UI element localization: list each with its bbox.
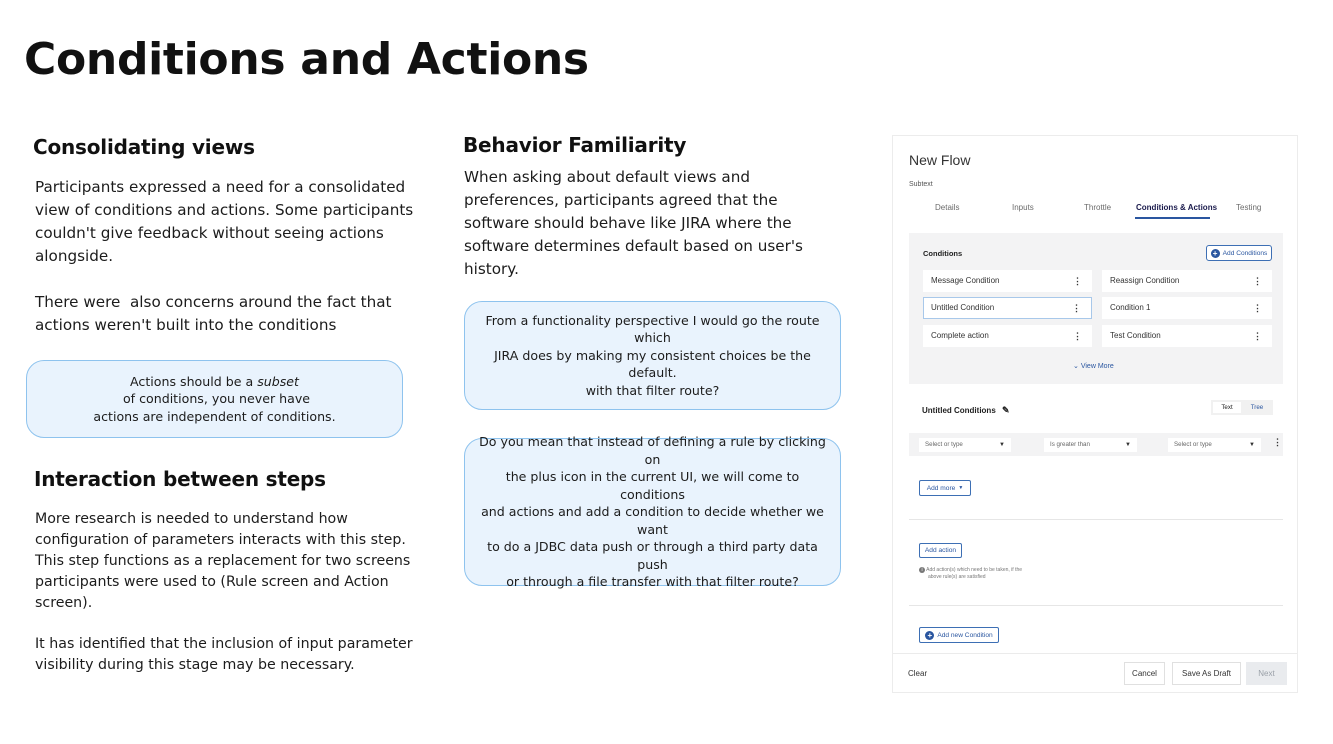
condition-item[interactable] xyxy=(1102,270,1272,292)
more-vertical-icon[interactable]: ⋮ xyxy=(1273,437,1282,447)
condition-label: Message Condition xyxy=(931,276,1000,285)
consolidating-paragraph-2: There were also concerns around the fact that actions weren't built into the conditions xyxy=(35,293,392,334)
consolidating-paragraph-1: Participants expressed a need for a consolidated view of conditions and actions. Some participants couldn't give feedback without seeing actions alongside. xyxy=(35,178,414,265)
tab-conditions-actions[interactable]: Conditions & Actions xyxy=(1136,203,1218,212)
condition-label: Reassign Condition xyxy=(1110,276,1180,285)
add-conditions-label: Add Conditions xyxy=(1222,249,1268,257)
more-vertical-icon[interactable]: ⋮ xyxy=(1073,276,1082,286)
quote-filter-route: Do you mean that instead of defining a rule by clicking on the plus icon in the current UI, we will come to conditions and actions and add a condition to decide whether we want to do a JDBC data push or through a third party data push or through a file transfer with that filter route? xyxy=(464,438,841,586)
condition-item[interactable] xyxy=(1102,325,1272,347)
divider xyxy=(909,519,1283,520)
add-action-button[interactable] xyxy=(919,543,962,558)
add-more-label: Add more xyxy=(926,484,956,492)
condition-item[interactable] xyxy=(923,325,1092,347)
interaction-paragraph-1: More research is needed to understand how configuration of parameters interacts with this step. This step functions as a replacement for two screens participants were used to (Rule screen and Action screen). xyxy=(35,511,411,611)
chevron-down-icon: ⌄ xyxy=(1073,363,1079,370)
quote-subset: Actions should be a subset of conditions, you never have actions are independent of conditions. xyxy=(26,360,403,438)
view-more-label: View More xyxy=(1080,363,1114,370)
operand-select-left[interactable] xyxy=(919,438,1011,452)
quote-jira: From a functionality perspective I would go the route which JIRA does by making my consistent choices be the default. with that filter route? xyxy=(464,301,841,410)
interaction-paragraph-2: It has identified that the inclusion of input parameter visibility during this stage may be necessary. xyxy=(35,636,413,673)
footer-divider xyxy=(893,653,1297,654)
clear-button[interactable]: Clear xyxy=(908,669,928,678)
condition-item[interactable] xyxy=(923,270,1092,292)
add-more-button[interactable] xyxy=(919,480,971,496)
select-value: Is greater than xyxy=(1050,441,1090,448)
toggle-tree[interactable]: Tree xyxy=(1250,404,1264,411)
text-tree-toggle[interactable] xyxy=(1211,400,1273,415)
caret-down-icon: ▼ xyxy=(999,442,1005,448)
condition-label: Untitled Condition xyxy=(931,303,995,312)
flow-title: New Flow xyxy=(909,152,971,168)
condition-item-selected[interactable] xyxy=(923,297,1092,319)
interaction-heading: Interaction between steps xyxy=(34,467,326,491)
select-placeholder: Select or type xyxy=(1174,441,1212,448)
tab-details[interactable]: Details xyxy=(935,203,960,212)
rule-row xyxy=(909,433,1283,456)
action-hint-line: above rule(s) are satisfied xyxy=(928,574,986,580)
behavior-heading: Behavior Familiarity xyxy=(463,133,687,157)
conditions-panel xyxy=(909,233,1283,384)
add-action-label: Add action xyxy=(924,547,957,554)
tab-throttle[interactable]: Throttle xyxy=(1084,203,1112,212)
plus-circle-icon: + xyxy=(1211,249,1220,258)
tab-testing[interactable]: Testing xyxy=(1236,203,1262,212)
untitled-conditions-label: Untitled Conditions xyxy=(922,406,996,415)
more-vertical-icon[interactable]: ⋮ xyxy=(1253,276,1262,286)
add-new-condition-button[interactable] xyxy=(919,627,999,643)
consolidating-views-heading: Consolidating views xyxy=(33,135,255,159)
add-conditions-button[interactable] xyxy=(1206,245,1272,261)
operator-select[interactable] xyxy=(1044,438,1137,452)
condition-label: Condition 1 xyxy=(1110,303,1151,312)
add-new-condition-label: Add new Condition xyxy=(937,631,993,639)
caret-down-icon: ▼ xyxy=(1249,442,1255,448)
info-icon: i xyxy=(919,567,925,573)
operand-select-right[interactable] xyxy=(1168,438,1261,452)
view-more-link[interactable] xyxy=(1073,362,1114,370)
toggle-text[interactable]: Text xyxy=(1213,402,1241,413)
active-tab-underline xyxy=(1135,217,1210,219)
tab-inputs[interactable]: Inputs xyxy=(1012,203,1034,212)
caret-down-icon: ▼ xyxy=(958,485,964,491)
conditions-label: Conditions xyxy=(923,249,963,258)
condition-label: Test Condition xyxy=(1110,331,1161,340)
action-hint-line: Add action(s) which need to be taken, if the xyxy=(926,567,1023,573)
select-placeholder: Select or type xyxy=(925,441,963,448)
next-button[interactable]: Next xyxy=(1246,662,1287,685)
more-vertical-icon[interactable]: ⋮ xyxy=(1073,331,1082,341)
more-vertical-icon[interactable]: ⋮ xyxy=(1253,331,1262,341)
save-as-draft-button[interactable]: Save As Draft xyxy=(1172,662,1241,685)
slide-title: Conditions and Actions xyxy=(24,34,589,85)
pencil-icon[interactable]: ✎ xyxy=(1002,405,1010,415)
divider xyxy=(909,605,1283,606)
more-vertical-icon[interactable]: ⋮ xyxy=(1072,303,1081,313)
plus-circle-icon: + xyxy=(925,631,934,640)
new-flow-mockup xyxy=(892,135,1298,693)
untitled-conditions-heading xyxy=(922,405,1010,416)
condition-label: Complete action xyxy=(931,331,989,340)
caret-down-icon: ▼ xyxy=(1125,442,1131,448)
flow-subtitle: Subtext xyxy=(909,181,933,188)
condition-item[interactable] xyxy=(1102,297,1272,319)
more-vertical-icon[interactable]: ⋮ xyxy=(1253,303,1262,313)
cancel-button[interactable]: Cancel xyxy=(1124,662,1165,685)
action-hint xyxy=(919,567,1022,581)
behavior-paragraph: When asking about default views and preferences, participants agreed that the software should behave like JIRA where the software determines default based on user's history. xyxy=(464,168,803,278)
